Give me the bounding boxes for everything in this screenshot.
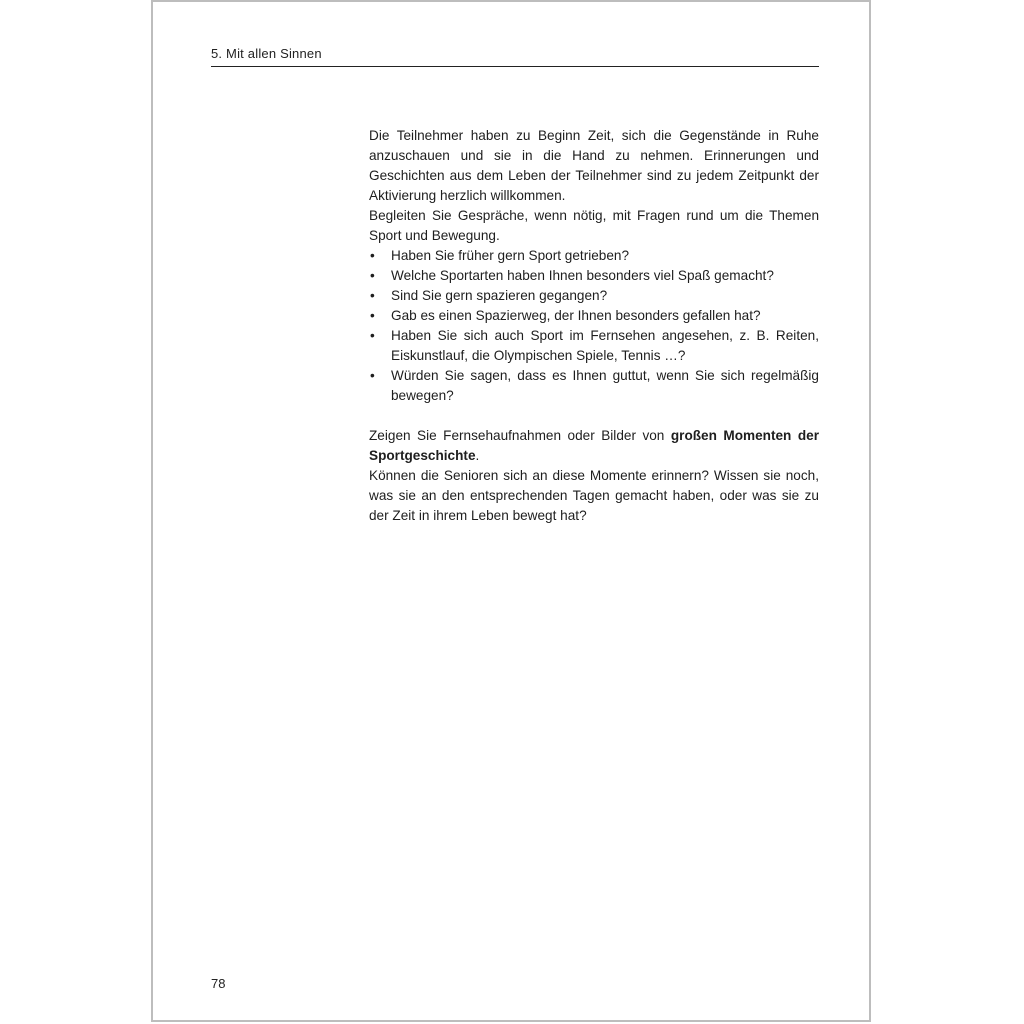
show-prefix: Zeigen Sie Fernsehaufnahmen oder Bilder von bbox=[369, 428, 671, 443]
bullet-icon: • bbox=[370, 308, 375, 323]
list-item bbox=[369, 286, 819, 306]
show-paragraph bbox=[369, 426, 819, 466]
bullet-icon: • bbox=[370, 248, 375, 263]
question-list bbox=[369, 246, 819, 406]
question-text: Haben Sie früher gern Sport getrieben? bbox=[391, 248, 630, 263]
list-item bbox=[369, 366, 819, 406]
list-item bbox=[369, 246, 819, 266]
question-text: Haben Sie sich auch Sport im Fernsehen angesehen, z. B. Reiten, Eiskunstlauf, die Olympischen Spiele, Tennis …? bbox=[391, 328, 819, 363]
paragraph-spacer bbox=[369, 406, 819, 426]
bullet-icon: • bbox=[370, 328, 375, 343]
page-number: 78 bbox=[211, 976, 226, 991]
lead-in-paragraph: Begleiten Sie Gespräche, wenn nötig, mit Fragen rund um die Themen Sport und Bewegung. bbox=[369, 208, 819, 243]
question-text: Welche Sportarten haben Ihnen besonders viel Spaß gemacht? bbox=[391, 268, 774, 283]
list-item bbox=[369, 266, 819, 286]
main-text bbox=[369, 126, 819, 526]
question-text: Sind Sie gern spazieren gegangen? bbox=[391, 288, 608, 303]
bullet-icon: • bbox=[370, 268, 375, 283]
chapter-title: 5. Mit allen Sinnen bbox=[211, 46, 322, 61]
question-text: Gab es einen Spazierweg, der Ihnen besonders gefallen hat? bbox=[391, 308, 761, 323]
book-page bbox=[151, 0, 871, 1022]
list-item bbox=[369, 326, 819, 366]
closing-paragraph: Können die Senioren sich an diese Momente erinnern? Wissen sie noch, was sie an den entsprechenden Tagen gemacht haben, oder was sie zu der Zeit in ihrem Leben bewegt hat? bbox=[369, 468, 819, 523]
intro-paragraph: Die Teilnehmer haben zu Beginn Zeit, sich die Gegenstände in Ruhe anzuschauen und sie in die Hand zu nehmen. Erinnerungen und Geschichten aus dem Leben der Teilnehmer sind zu jedem Zeitpunkt der Aktivierung herzlich willkommen. bbox=[369, 128, 819, 203]
bullet-icon: • bbox=[370, 288, 375, 303]
show-suffix: . bbox=[475, 448, 480, 463]
question-text: Würden Sie sagen, dass es Ihnen guttut, wenn Sie sich regelmäßig bewegen? bbox=[391, 368, 819, 403]
running-header bbox=[211, 46, 819, 67]
list-item bbox=[369, 306, 819, 326]
emphasis-text: großen Momenten der Sportgeschichte bbox=[369, 428, 819, 463]
bullet-icon: • bbox=[370, 368, 375, 383]
